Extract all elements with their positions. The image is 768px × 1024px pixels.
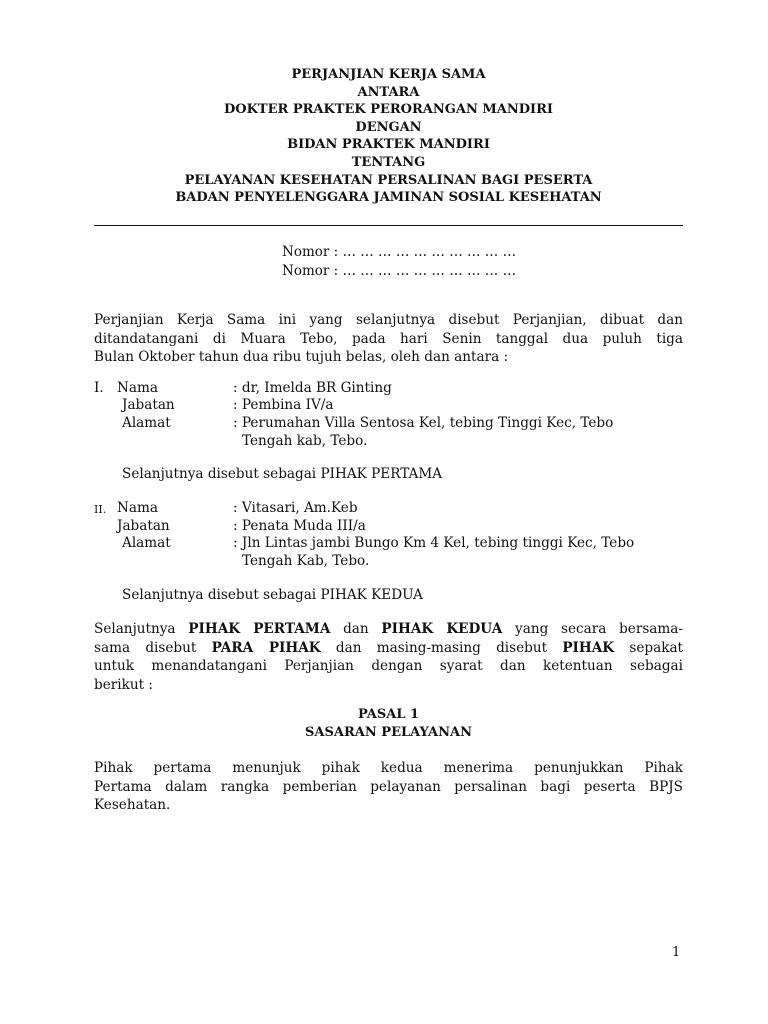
title-line: DOKTER PRAKTEK PERORANGAN MANDIRI <box>224 102 553 118</box>
title-line: DENGAN <box>355 119 422 135</box>
party-one-address-label: Alamat <box>122 415 171 431</box>
title-divider <box>94 225 683 226</box>
joint-text: Selanjutnya <box>94 621 176 637</box>
party-two-position-label: Jabatan <box>117 518 170 534</box>
party-two-position-value: : Penata Muda III/a <box>233 518 366 534</box>
party-two-name-label: Nama <box>117 500 158 516</box>
party-one-position-value: : Pembina IV/a <box>233 397 334 413</box>
article-line: Pertama dalam rangka pemberian pelayanan persalinan bagi peserta BPJS <box>94 778 683 795</box>
joint-text: yang secara bersama- <box>515 621 683 637</box>
document-number: Nomor : … … … … … … … … … … <box>282 262 517 279</box>
page-number: 1 <box>672 945 681 960</box>
party-two-address-value-cont: Tengah Kab, Tebo. <box>242 553 370 569</box>
article-number: PASAL 1 <box>357 707 420 722</box>
party-two-designation: Selanjutnya disebut sebagai PIHAK KEDUA <box>122 587 423 603</box>
intro-line: Perjanjian Kerja Sama ini yang selanjutnya disebut Perjanjian, dibuat dan <box>94 312 683 328</box>
joint-text: sepakat <box>629 639 684 656</box>
party-one-address-value-cont: Tengah kab, Tebo. <box>242 433 368 449</box>
party-one-numeral: I. <box>94 380 104 396</box>
joint-line: untuk menandatangani Perjanjian dengan syarat dan ketentuan sebagai <box>94 658 683 675</box>
article-line: Kesehatan. <box>94 797 171 814</box>
party-two-name-value: : Vitasari, Am.Keb <box>233 500 358 516</box>
party-two-address-value: : Jln Lintas jambi Bungo Km 4 Kel, tebing tinggi Kec, Tebo <box>233 535 635 551</box>
party-two-address-label: Alamat <box>122 535 171 551</box>
party-one-address-value: : Perumahan Villa Sentosa Kel, tebing Tinggi Kec, Tebo <box>233 415 614 431</box>
intro-line: Bulan Oktober tahun dua ribu tujuh belas, oleh dan antara : <box>94 349 509 366</box>
joint-paragraph <box>94 620 683 694</box>
title-line: PELAYANAN KESEHATAN PERSALINAN BAGI PESERTA <box>184 172 593 188</box>
title-line: PERJANJIAN KERJA SAMA <box>291 67 486 82</box>
article-heading: SASARAN PELAYANAN <box>305 725 472 740</box>
para-pihak-term: PARA PIHAK <box>211 639 321 656</box>
title-line: BIDAN PRAKTEK MANDIRI <box>287 137 490 153</box>
joint-line: berikut : <box>94 676 153 693</box>
joint-text: dan masing-masing disebut <box>335 639 548 656</box>
document-number-block <box>282 243 516 280</box>
intro-paragraph <box>94 311 683 367</box>
pihak-term: PIHAK <box>562 639 615 656</box>
document-number: Nomor : … … … … … … … … … … <box>282 244 517 260</box>
pihak-kedua-term: PIHAK KEDUA <box>381 621 503 637</box>
party-one-name-value: : dr, Imelda BR Ginting <box>233 380 392 396</box>
party-two-numeral: II. <box>94 503 107 516</box>
article-one-paragraph <box>94 759 683 815</box>
joint-text: sama disebut <box>94 639 197 656</box>
intro-line: ditandatangani di Muara Tebo, pada hari Senin tanggal dua puluh tiga <box>94 330 683 347</box>
joint-text: dan <box>343 621 369 637</box>
title-line: ANTARA <box>357 84 420 100</box>
article-line: Pihak pertama menunjuk pihak kedua menerima penunjukkan Pihak <box>94 760 683 776</box>
title-line: BADAN PENYELENGGARA JAMINAN SOSIAL KESEHATAN <box>175 190 602 206</box>
party-one-position-label: Jabatan <box>122 397 175 413</box>
party-one-name-label: Nama <box>117 380 158 396</box>
title-line: TENTANG <box>351 154 426 170</box>
joint-line <box>94 639 683 658</box>
pihak-pertama-term: PIHAK PERTAMA <box>188 621 331 637</box>
joint-line <box>94 620 683 639</box>
party-one-designation: Selanjutnya disebut sebagai PIHAK PERTAMA <box>122 466 443 482</box>
document-title <box>94 66 683 207</box>
